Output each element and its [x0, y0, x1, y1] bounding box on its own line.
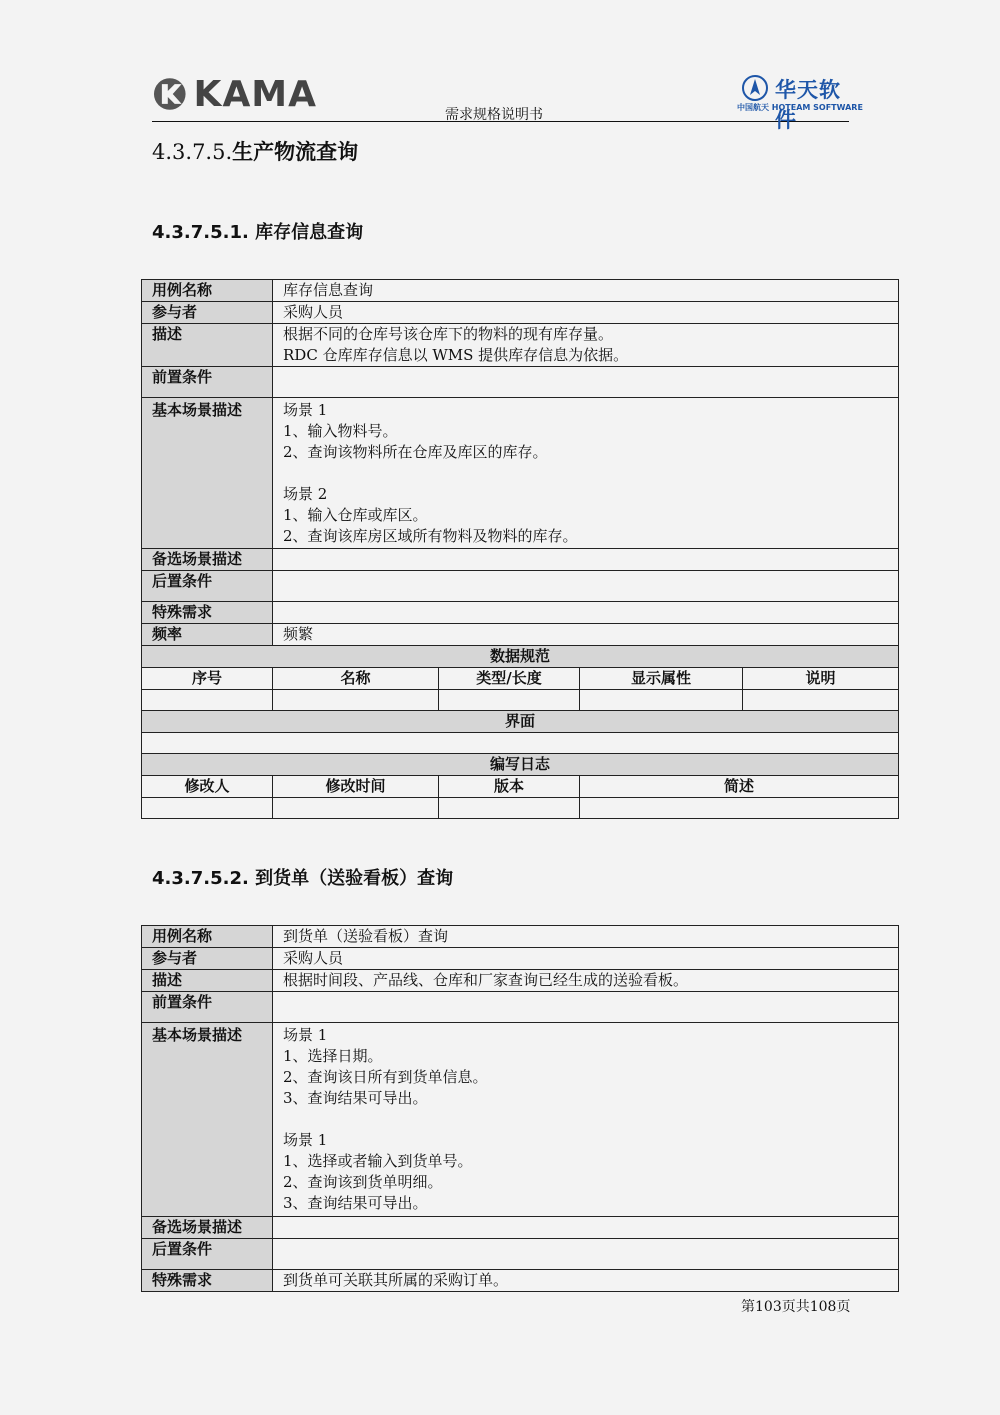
- kama-logo-text: KAMA: [193, 73, 317, 115]
- column-header: 简述: [580, 776, 899, 798]
- row-label: 后置条件: [142, 571, 273, 602]
- hoteam-logo: [737, 74, 863, 132]
- scenario-line: 场景 1: [283, 1131, 328, 1149]
- scenario-line: [283, 463, 888, 484]
- column-header: 说明: [743, 668, 899, 690]
- row-label: 备选场景描述: [142, 549, 273, 571]
- description-line: RDC 仓库库存信息以 WMS 提供库存信息为依据。: [283, 346, 629, 364]
- usecase2-heading: 4.3.7.5.2. 到货单（送验看板）查询: [152, 868, 454, 889]
- table-cell: [142, 798, 273, 819]
- page-number: 第103页共108页: [741, 1299, 851, 1315]
- scenario-line: [283, 1109, 888, 1130]
- row-label: 频率: [142, 624, 273, 646]
- special-req-value: 到货单可关联其所属的采购订单。: [273, 1270, 899, 1292]
- column-header: 序号: [142, 668, 273, 690]
- rocket-icon: [741, 74, 769, 102]
- row-label: 备选场景描述: [142, 1217, 273, 1239]
- precondition-value: [273, 367, 899, 398]
- table-cell: [439, 690, 580, 711]
- row-label: 前置条件: [142, 992, 273, 1023]
- scenario-line: 3、查询结果可导出。: [283, 1089, 428, 1107]
- column-header: 修改人: [142, 776, 273, 798]
- row-label: 基本场景描述: [142, 1023, 273, 1217]
- log-title: 编写日志: [142, 754, 899, 776]
- usecase1-heading: 4.3.7.5.1. 库存信息查询: [152, 222, 364, 243]
- ui-title: 界面: [142, 711, 899, 733]
- alt-scenario-value: [273, 1217, 899, 1239]
- alt-scenario-value: [273, 549, 899, 571]
- usecase1-table: [141, 279, 899, 819]
- description-value: [273, 324, 899, 367]
- scenario-line: 2、查询该日所有到货单信息。: [283, 1068, 488, 1086]
- scenario-line: 1、选择或者输入到货单号。: [283, 1152, 473, 1170]
- description-line: 根据不同的仓库号该仓库下的物料的现有库存量。: [283, 325, 614, 343]
- section-title: 生产物流查询: [232, 140, 359, 164]
- usecase2-table: [141, 925, 899, 1292]
- usecase-name-value: 库存信息查询: [273, 280, 899, 302]
- row-label: 用例名称: [142, 280, 273, 302]
- usecase-name-value: 到货单（送验看板）查询: [273, 926, 899, 948]
- scenario-line: 1、选择日期。: [283, 1047, 383, 1065]
- row-label: 前置条件: [142, 367, 273, 398]
- row-label: 特殊需求: [142, 602, 273, 624]
- row-label: 后置条件: [142, 1239, 273, 1270]
- data-spec-title: 数据规范: [142, 646, 899, 668]
- table-cell: [743, 690, 899, 711]
- column-header: 名称: [273, 668, 439, 690]
- table-cell: [273, 798, 439, 819]
- column-header: 修改时间: [273, 776, 439, 798]
- scenario-line: 1、输入物料号。: [283, 422, 398, 440]
- row-label: 基本场景描述: [142, 398, 273, 549]
- kama-logo-icon: [152, 76, 188, 112]
- special-req-value: [273, 602, 899, 624]
- kama-logo: [152, 70, 317, 118]
- scenario-line: 2、查询该物料所在仓库及库区的库存。: [283, 443, 548, 461]
- basic-scenario-value: [273, 1023, 899, 1217]
- scenario-line: 2、查询该到货单明细。: [283, 1173, 443, 1191]
- hoteam-logo-sub: 中国航天 HOTEAM SOFTWARE: [737, 103, 863, 112]
- row-label: 用例名称: [142, 926, 273, 948]
- row-label: 参与者: [142, 948, 273, 970]
- table-cell: [439, 798, 580, 819]
- column-header: 类型/长度: [439, 668, 580, 690]
- column-header: 显示属性: [580, 668, 743, 690]
- ui-cell: [142, 733, 899, 754]
- table-cell: [580, 690, 743, 711]
- actor-value: 采购人员: [273, 302, 899, 324]
- row-label: 描述: [142, 970, 273, 992]
- row-label: 参与者: [142, 302, 273, 324]
- column-header: 版本: [439, 776, 580, 798]
- scenario-line: 1、输入仓库或库区。: [283, 506, 428, 524]
- postcondition-value: [273, 571, 899, 602]
- precondition-value: [273, 992, 899, 1023]
- document-title: 需求规格说明书: [445, 107, 543, 123]
- scenario-line: 2、查询该库房区域所有物料及物料的库存。: [283, 527, 578, 545]
- row-label: 特殊需求: [142, 1270, 273, 1292]
- postcondition-value: [273, 1239, 899, 1270]
- table-cell: [580, 798, 899, 819]
- frequency-value: 频繁: [273, 624, 899, 646]
- scenario-line: 场景 2: [283, 485, 328, 503]
- basic-scenario-value: [273, 398, 899, 549]
- section-number: 4.3.7.5.: [152, 140, 233, 164]
- row-label: 描述: [142, 324, 273, 367]
- scenario-line: 场景 1: [283, 1026, 328, 1044]
- table-cell: [273, 690, 439, 711]
- hoteam-logo-main: 华天软件: [775, 78, 841, 132]
- section-heading: [152, 136, 358, 166]
- actor-value: 采购人员: [273, 948, 899, 970]
- header-divider: [152, 121, 849, 122]
- scenario-line: 场景 1: [283, 401, 328, 419]
- scenario-line: 3、查询结果可导出。: [283, 1194, 428, 1212]
- description-value: 根据时间段、产品线、仓库和厂家查询已经生成的送验看板。: [273, 970, 899, 992]
- table-cell: [142, 690, 273, 711]
